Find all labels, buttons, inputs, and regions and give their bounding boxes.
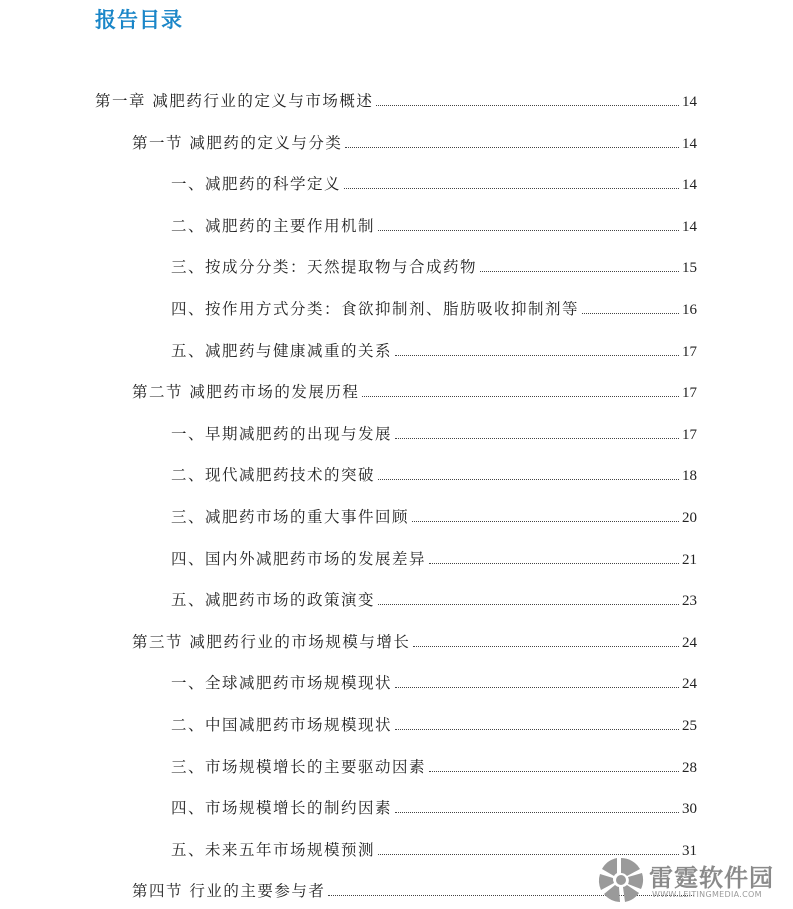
- toc-entry-page-number: 31: [682, 842, 697, 859]
- toc-entry[interactable]: [171, 256, 697, 278]
- toc-entry-page-number: 28: [682, 759, 697, 776]
- page-title: 报告目录: [95, 8, 183, 32]
- toc-entry-page-number: 20: [682, 510, 697, 526]
- toc-entry-label: 四、按作用方式分类：食欲抑制剂、脂肪吸收抑制剂等: [171, 300, 580, 318]
- toc-entry-page-number: 24: [682, 634, 697, 651]
- toc-entry-leader-dots: [582, 312, 679, 314]
- toc-entry-label: 五、减肥药市场的政策演变: [171, 591, 376, 610]
- toc-entry-label: 五、未来五年市场规模预测: [171, 840, 376, 859]
- toc-entry-label: 二、减肥药的主要作用机制: [171, 216, 376, 235]
- toc-entry-label: 一、早期减肥药的出现与发展: [171, 424, 393, 443]
- toc-entry-label: 第一章 减肥药行业的定义与市场概述: [95, 92, 374, 110]
- toc-entry-leader-dots: [345, 146, 679, 148]
- toc-entry-page-number: 16: [682, 302, 697, 318]
- toc-entry-leader-dots: [395, 686, 679, 688]
- toc-entry[interactable]: [171, 589, 697, 611]
- toc-entry-page-number: 17: [682, 343, 697, 360]
- toc-entry-page-number: 23: [682, 593, 697, 610]
- toc-entry-label: 第一节 减肥药的定义与分类: [132, 133, 343, 152]
- toc-entry-page-number: 25: [682, 718, 697, 734]
- toc-entry-leader-dots: [429, 770, 679, 772]
- toc-entry[interactable]: [171, 548, 697, 570]
- toc-entry-page-number: 17: [682, 426, 697, 443]
- toc-entry-label: 三、减肥药市场的重大事件回顾: [171, 508, 410, 526]
- toc-entry-label: 第三节 减肥药行业的市场规模与增长: [132, 632, 411, 651]
- toc-entry-label: 一、减肥药的科学定义: [171, 175, 342, 194]
- watermark: [597, 856, 793, 909]
- toc-entry-label: 四、国内外减肥药市场的发展差异: [171, 549, 427, 568]
- toc-entry-leader-dots: [378, 603, 679, 605]
- toc-entry-page-number: 14: [682, 94, 697, 110]
- watermark-url: WWW.LEITINGMEDIA.COM: [652, 890, 762, 899]
- toc-entry-page-number: 17: [682, 385, 697, 402]
- toc-entry[interactable]: [132, 132, 697, 154]
- toc-entry-label: 三、市场规模增长的主要驱动因素: [171, 757, 427, 776]
- toc-entry[interactable]: [132, 631, 697, 653]
- toc-entry[interactable]: [171, 464, 697, 486]
- toc-entry-leader-dots: [412, 520, 679, 522]
- toc-entry-label: 四、市场规模增长的制约因素: [171, 799, 393, 818]
- toc-entry[interactable]: [171, 215, 697, 237]
- watermark-logo-icon: [597, 856, 645, 904]
- toc-entry-leader-dots: [395, 354, 679, 356]
- toc-entry-leader-dots: [480, 270, 679, 272]
- toc-entry[interactable]: [132, 381, 697, 403]
- toc-entry-leader-dots: [344, 187, 679, 189]
- toc-entry[interactable]: [171, 797, 697, 819]
- toc-entry[interactable]: [171, 423, 697, 445]
- toc-entry-leader-dots: [362, 395, 679, 397]
- toc-entry[interactable]: [171, 672, 697, 694]
- toc-entry-label: 第二节 减肥药市场的发展历程: [132, 383, 360, 402]
- toc-entry-page-number: 15: [682, 260, 697, 277]
- toc-entry-page-number: 30: [682, 801, 697, 818]
- toc-entry-leader-dots: [378, 229, 679, 231]
- toc-entry[interactable]: [171, 173, 697, 195]
- toc-entry[interactable]: [171, 756, 697, 778]
- toc-entry[interactable]: [171, 340, 697, 362]
- toc-entry-label: 三、按成分分类：天然提取物与合成药物: [171, 258, 478, 277]
- toc-entry-leader-dots: [395, 728, 679, 730]
- toc-entry-leader-dots: [378, 853, 679, 855]
- toc-entry-page-number: 18: [682, 468, 697, 485]
- toc-entry-page-number: 14: [682, 218, 697, 235]
- toc-entry-label: 第四节 行业的主要参与者: [132, 882, 326, 901]
- toc-entry[interactable]: [171, 714, 697, 736]
- toc-entry[interactable]: [95, 90, 697, 112]
- toc-entry-label: 一、全球减肥药市场规模现状: [171, 674, 393, 693]
- toc-entry-leader-dots: [376, 104, 679, 106]
- toc-entry-leader-dots: [429, 562, 679, 564]
- toc-entry-label: 二、中国减肥药市场规模现状: [171, 716, 393, 734]
- toc-entry-leader-dots: [395, 437, 679, 439]
- toc-entry-leader-dots: [395, 811, 679, 813]
- toc-entry[interactable]: [171, 298, 697, 320]
- watermark-name: 雷霆软件园: [649, 864, 774, 892]
- toc-entry-page-number: 24: [682, 676, 697, 693]
- toc-entry-leader-dots: [413, 645, 679, 647]
- toc-entry-leader-dots: [378, 478, 679, 480]
- toc-entry-page-number: 14: [682, 135, 697, 152]
- toc-entry-page-number: 14: [682, 177, 697, 194]
- toc-entry-label: 五、减肥药与健康减重的关系: [171, 341, 393, 360]
- toc-entry-label: 二、现代减肥药技术的突破: [171, 466, 376, 485]
- toc-entry-page-number: 21: [682, 551, 697, 568]
- toc-entry[interactable]: [171, 506, 697, 528]
